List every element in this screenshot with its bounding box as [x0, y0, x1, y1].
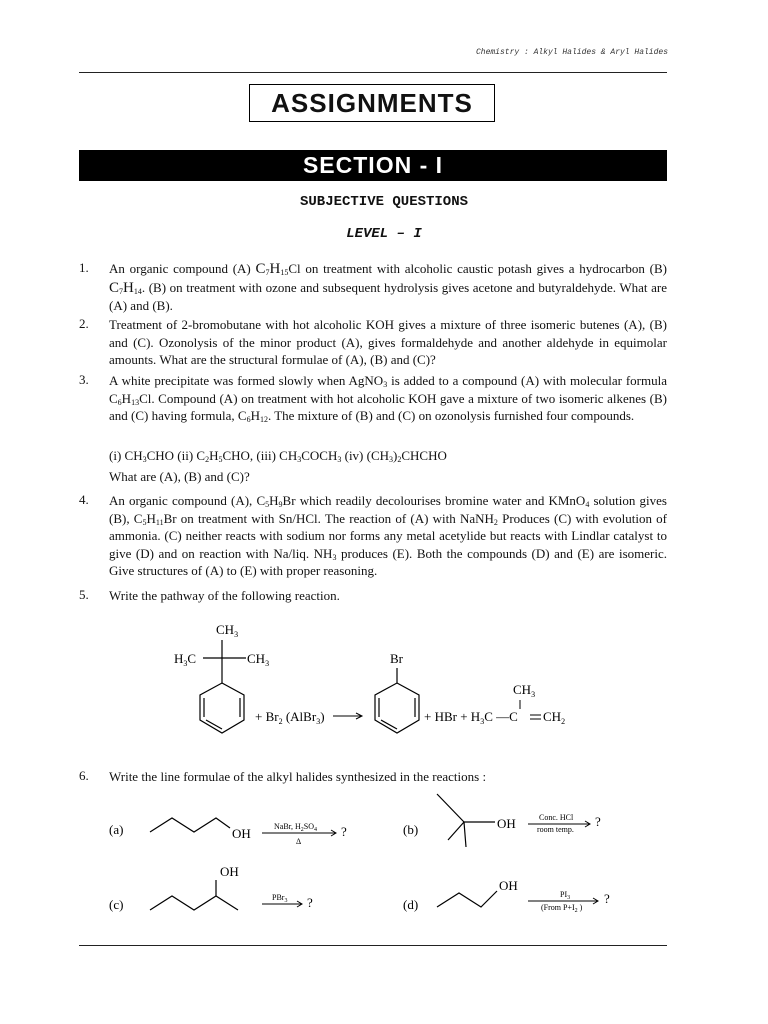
subjective-heading: SUBJECTIVE QUESTIONS [299, 194, 469, 210]
ch3-top-label: $CH_3$ [216, 622, 239, 639]
question-4-number: 4. [79, 492, 89, 507]
bottom-rule [79, 945, 667, 946]
reaction-d-chain [437, 891, 497, 907]
question-1-number: 1. [79, 260, 89, 275]
bromobenzene-structure [375, 668, 419, 733]
reaction-c-label: (c) [109, 897, 124, 912]
ch3-right-label: $CH_3$ [247, 651, 270, 668]
reagent-br2-label: + $Br_2$ (AlBr$_3$) [255, 709, 325, 726]
top-rule [79, 72, 667, 73]
reaction-c-structure [150, 880, 238, 910]
tert-butylbenzene-structure [200, 640, 246, 733]
reaction-a-chain [150, 818, 230, 832]
reaction-b-reagent: Conc. HCl [539, 813, 574, 822]
question-3-options: (i) $CH_3CHO$ (ii) $C_2H_5CHO$, (iii) $CH_3COCH_3$ (iv) $(CH_3)_2CHCHO$ [109, 448, 447, 464]
question-2-number: 2. [79, 316, 89, 331]
reaction-d-reagent: $PI_3$ [560, 890, 571, 901]
br-label: Br [390, 651, 403, 666]
question-4-text: An organic compound (A), $C_5H_9Br$ which readily decolourises bromine water and KMnO$_4$ solution gives (B), $C_5H_{11}Br$ on treatment with Sn/HCl. The reaction of (A) with NaNH$_2$ Produces (C) with evolution of ammonia. (C) neither reacts with sodium nor forms any metal acetylide but reacts with Lindlar catalyst to give (D) and on reaction with Na/liq. $NH_3$ produces (E). Both the compounds (D) and (E) are isomeric. Give structures of (A) to (E) with proper reasoning. [109, 493, 667, 578]
reaction-a-heat: Δ [296, 837, 302, 846]
question-5-number: 5. [79, 587, 89, 602]
reaction-b-oh: OH [497, 816, 516, 831]
reaction-b-result: ? [595, 814, 601, 829]
isobutylene-ch3-label: $CH_3$ [513, 682, 536, 699]
reaction-a-result: ? [341, 824, 347, 839]
question-6-number: 6. [79, 768, 89, 783]
reaction-c-reagent: PBr$_3$ [272, 893, 288, 904]
h3c-label: $H_3C$ [174, 651, 197, 668]
reaction-b-structure [437, 794, 495, 847]
question-3-ask: What are (A), (B) and (C)? [109, 469, 250, 484]
reaction-a-oh: OH [232, 826, 251, 841]
reaction-5-arrow [333, 713, 362, 719]
question-3-text: A white precipitate was formed slowly when AgNO$_3$ is added to a compound (A) with molecular formula $C_6H_{13}Cl$. Compound (A) on treatment with hot alcoholic KOH gave a mixture of two isomeric alkenes (B) and (C) having formula, $C_6H_{12}$. The mixture of (B) and (C) on ozonolysis furnished four compounds. [109, 373, 667, 424]
reaction-d-result: ? [604, 891, 610, 906]
reaction-b-label: (b) [403, 822, 419, 837]
question-5-text: Write the pathway of the following reaction. [109, 588, 340, 603]
double-bond [530, 715, 541, 719]
reaction-a-label: (a) [109, 822, 124, 837]
assignments-title: ASSIGNMENTS [249, 84, 495, 122]
reaction-5-scheme [0, 610, 768, 760]
reaction-c-result: ? [307, 895, 313, 910]
section-bar: SECTION - I [79, 150, 667, 181]
products-label: + HBr + $H_3C$ —C [424, 709, 518, 726]
reaction-c-oh: OH [220, 864, 239, 879]
reaction-d-condition: (From $P+I_2$ ) [541, 903, 583, 914]
level-heading: LEVEL – I [346, 226, 422, 242]
reaction-d-label: (d) [403, 897, 419, 912]
ch2-label: $CH_2$ [543, 709, 566, 726]
question-1-text: An organic compound (A) $C_7H_{15}Cl$ on treatment with alcoholic caustic potash gives a hydrocarbon (B) $C_7H_{14}$. (B) on treatment with ozone and subsequent hydrolysis gives acetone and butyraldehyde. What are (A) and (B). [109, 261, 667, 313]
question-3-number: 3. [79, 372, 89, 387]
reaction-a-reagent: NaBr, $H_2SO_4$ [274, 822, 318, 833]
question-2-text: Treatment of 2-bromobutane with hot alcoholic KOH gives a mixture of three isomeric butenes (A), (B) and (C). Ozonolysis of the minor product (A), gives formaldehyde and another aldehyde in equimolar amounts. What are the structural formulae of (A), (B) and (C)? [109, 317, 667, 367]
running-header: Chemistry : Alkyl Halides & Aryl Halides [475, 48, 668, 57]
question-6-text: Write the line formulae of the alkyl halides synthesized in the reactions : [109, 769, 487, 784]
reaction-6-schemes [0, 785, 768, 935]
reaction-d-oh: OH [499, 878, 518, 893]
reaction-b-condition: room temp. [537, 825, 574, 834]
